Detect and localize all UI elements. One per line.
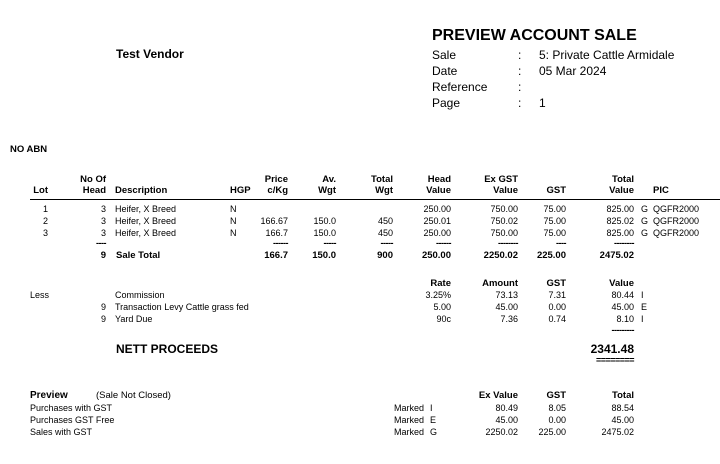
page-label: Page — [432, 96, 461, 110]
row-hgp: N — [230, 228, 237, 238]
page-title: PREVIEW ACCOUNT SALE — [432, 27, 637, 44]
ded-col-value: Value — [609, 278, 634, 289]
row-pic: QGFR2000 — [653, 216, 700, 226]
total-exgst: 2250.02 — [483, 250, 518, 261]
sum-total: 88.54 — [611, 403, 634, 413]
row-hgp: N — [230, 204, 237, 214]
preview-title: Preview — [30, 390, 68, 401]
row-gst: 75.00 — [543, 216, 566, 226]
col-noof-top: No Of — [80, 174, 106, 185]
ded-dashes: --------- — [611, 325, 634, 335]
row-exgst: 750.00 — [490, 204, 518, 214]
row-total-wgt: 450 — [377, 216, 393, 226]
sum-exvalue: 80.49 — [495, 403, 518, 413]
ded-rate: 3.25% — [425, 290, 451, 300]
date-colon: : — [518, 64, 522, 78]
ded-description: Transaction Levy Cattle grass fed — [115, 302, 249, 312]
row-code: G — [641, 228, 649, 238]
row-lot: 1 — [42, 204, 48, 214]
page-value: 1 — [539, 96, 546, 110]
header-divider — [30, 199, 720, 200]
col-hgp: HGP — [230, 185, 251, 196]
total-gst: 225.00 — [536, 250, 566, 261]
abn-label: NO ABN — [10, 144, 48, 155]
row-head-value: 250.01 — [423, 216, 451, 226]
ded-rate: 5.00 — [433, 302, 451, 312]
nett-label: NETT PROCEEDS — [116, 342, 219, 356]
ded-description: Yard Due — [115, 314, 153, 324]
sum-marked: Marked — [394, 427, 425, 437]
col-exgst-bottom: Value — [493, 185, 518, 196]
nett-value: 2341.48 — [590, 342, 634, 356]
ded-col-amount: Amount — [482, 278, 518, 289]
row-head-value: 250.00 — [423, 204, 451, 214]
vendor-name: Test Vendor — [116, 47, 184, 61]
col-description: Description — [115, 185, 168, 196]
sum-gst: 0.00 — [548, 415, 566, 425]
row-total: 825.00 — [606, 204, 634, 214]
total-total: 2475.02 — [599, 250, 634, 261]
less-label: Less — [30, 290, 50, 300]
ded-value: 80.44 — [611, 290, 634, 300]
ded-code: E — [641, 302, 648, 312]
col-price-top: Price — [264, 174, 288, 185]
ded-description: Commission — [115, 290, 165, 300]
sum-gst: 8.05 — [548, 403, 566, 413]
ded-amount: 7.36 — [500, 314, 518, 324]
row-exgst: 750.02 — [490, 216, 518, 226]
ded-amount: 73.13 — [495, 290, 518, 300]
col-av-bottom: Wgt — [318, 185, 336, 196]
col-totalwgt-top: Total — [371, 174, 393, 185]
row-head: 3 — [100, 204, 106, 214]
ded-gst: 0.74 — [548, 314, 566, 324]
row-head: 3 — [100, 228, 106, 238]
col-lot: Lot — [33, 185, 48, 196]
sum-label: Purchases with GST — [30, 403, 113, 413]
row-gst: 75.00 — [543, 228, 566, 238]
ded-gst: 0.00 — [548, 302, 566, 312]
row-code: G — [641, 204, 649, 214]
sum-exvalue: 2250.02 — [485, 427, 518, 437]
row-code: G — [641, 216, 649, 226]
row-total-wgt: 450 — [377, 228, 393, 238]
col-pic: PIC — [653, 185, 669, 196]
row-total: 825.00 — [606, 228, 634, 238]
row-head: 3 — [100, 216, 106, 226]
dash-av: ----- — [323, 238, 336, 248]
sum-marked: Marked — [394, 415, 425, 425]
row-hgp: N — [230, 216, 237, 226]
date-label: Date — [432, 64, 458, 78]
col-total-bottom: Value — [609, 185, 634, 196]
sum-total: 45.00 — [611, 415, 634, 425]
row-lot: 3 — [42, 228, 48, 238]
total-head: 9 — [100, 250, 106, 261]
total-price: 166.7 — [264, 250, 288, 261]
ded-value: 8.10 — [616, 314, 634, 324]
row-total: 825.02 — [606, 216, 634, 226]
ded-gst: 7.31 — [548, 290, 566, 300]
sum-gst: 225.00 — [538, 427, 566, 437]
row-pic: QGFR2000 — [653, 204, 700, 214]
col-headvalue-bottom: Value — [426, 185, 451, 196]
ded-code: I — [641, 290, 644, 300]
preview-status: (Sale Not Closed) — [96, 390, 171, 401]
sum-col-total: Total — [612, 390, 634, 401]
row-description: Heifer, X Breed — [115, 216, 177, 226]
row-exgst: 750.00 — [490, 228, 518, 238]
row-price: 166.7 — [265, 228, 288, 238]
total-total-wgt: 900 — [377, 250, 393, 261]
row-lot: 2 — [42, 216, 48, 226]
row-head-value: 250.00 — [423, 228, 451, 238]
ded-rate: 90c — [436, 314, 451, 324]
col-total-top: Total — [612, 174, 634, 185]
col-price-bottom: c/Kg — [267, 185, 288, 196]
row-pic: QGFR2000 — [653, 228, 700, 238]
col-gst: GST — [546, 185, 566, 196]
sum-code: I — [430, 403, 433, 413]
row-price: 166.67 — [260, 216, 288, 226]
dash-exgst: -------- — [498, 238, 518, 248]
sum-code: E — [430, 415, 437, 425]
col-headvalue-top: Head — [427, 174, 451, 185]
total-head-value: 250.00 — [421, 250, 451, 261]
row-description: Heifer, X Breed — [115, 228, 177, 238]
row-description: Heifer, X Breed — [115, 204, 177, 214]
sale-value: 5: Private Cattle Armidale — [539, 48, 675, 62]
nett-double-rule: ======== — [595, 355, 634, 365]
ded-code: I — [641, 314, 644, 324]
date-value: 05 Mar 2024 — [539, 64, 607, 78]
col-av-top: Av. — [322, 174, 336, 185]
dash-head-value: ------ — [436, 238, 451, 248]
ded-qty: 9 — [100, 302, 106, 312]
dash-total-wgt: ----- — [380, 238, 393, 248]
dash-head: ---- — [96, 238, 106, 248]
sum-label: Sales with GST — [30, 427, 93, 437]
col-totalwgt-bottom: Wgt — [375, 185, 393, 196]
sum-label: Purchases GST Free — [30, 415, 115, 425]
reference-colon: : — [518, 80, 522, 94]
ded-value: 45.00 — [611, 302, 634, 312]
sum-col-exvalue: Ex Value — [478, 390, 518, 401]
dash-price: ------ — [273, 238, 288, 248]
total-av-wgt: 150.0 — [312, 250, 336, 261]
sale-colon: : — [518, 48, 522, 62]
ded-amount: 45.00 — [495, 302, 518, 312]
dash-gst: ---- — [556, 238, 566, 248]
ded-col-rate: Rate — [430, 278, 451, 289]
row-av-wgt: 150.0 — [313, 216, 336, 226]
sum-code: G — [430, 427, 438, 437]
ded-qty: 9 — [100, 314, 106, 324]
page-colon: : — [518, 96, 522, 110]
ded-col-gst: GST — [546, 278, 566, 289]
sum-marked: Marked — [394, 403, 425, 413]
col-noof-bottom: Head — [82, 185, 106, 196]
total-label: Sale Total — [116, 250, 161, 261]
col-exgst-top: Ex GST — [484, 174, 518, 185]
sale-label: Sale — [432, 48, 457, 62]
dash-total: -------- — [614, 238, 634, 248]
row-av-wgt: 150.0 — [313, 228, 336, 238]
sum-exvalue: 45.00 — [495, 415, 518, 425]
reference-label: Reference — [432, 80, 488, 94]
row-gst: 75.00 — [543, 204, 566, 214]
sum-col-gst: GST — [546, 390, 566, 401]
sum-total: 2475.02 — [601, 427, 634, 437]
